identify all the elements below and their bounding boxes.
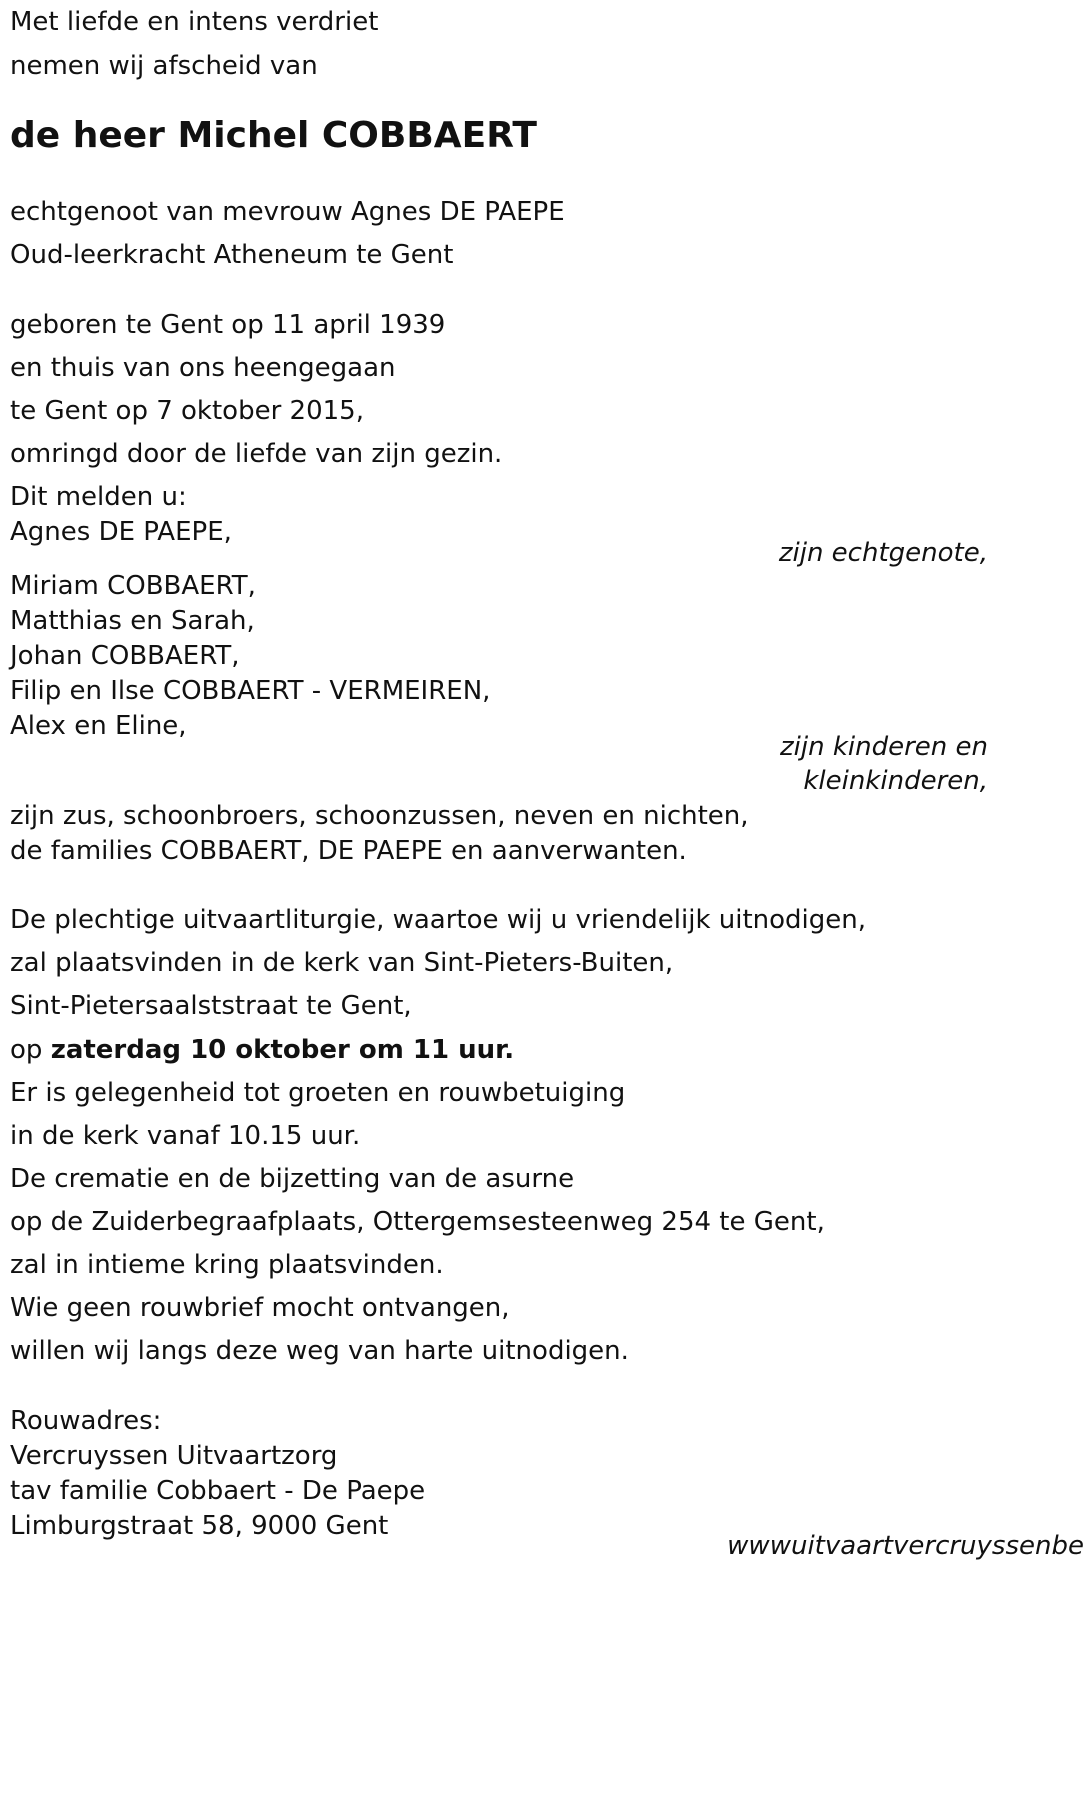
- service-date: zaterdag 10 oktober om 11 uur.: [50, 1035, 515, 1065]
- service-line: Er is gelegenheid tot groeten en rouwbetuiging: [10, 1078, 626, 1108]
- child-name: Miriam COBBAERT,: [10, 571, 256, 601]
- address-line: Vercruyssen Uitvaartzorg: [10, 1441, 338, 1471]
- intro-line: Met liefde en intens verdriet: [10, 7, 379, 37]
- life-line: geboren te Gent op 11 april 1939: [10, 310, 446, 340]
- detail-line: echtgenoot van mevrouw Agnes DE PAEPE: [10, 197, 565, 227]
- deceased-name: de heer Michel COBBAERT: [10, 115, 537, 156]
- service-date-prefix: op: [10, 1035, 51, 1065]
- service-line: De plechtige uitvaartliturgie, waartoe wij u vriendelijk uitnodigen,: [10, 905, 867, 935]
- website-link[interactable]: wwwuitvaartvercruyssenbe: [727, 1531, 1084, 1561]
- service-line: op de Zuiderbegraafplaats, Ottergemsesteenweg 254 te Gent,: [10, 1207, 825, 1237]
- address-line: tav familie Cobbaert - De Paepe: [10, 1476, 426, 1506]
- service-date-line: [10, 1034, 514, 1066]
- children-relation: kleinkinderen,: [803, 766, 988, 796]
- address-label: Rouwadres:: [10, 1406, 162, 1436]
- children-relation: zijn kinderen en: [780, 732, 988, 762]
- child-name: Filip en Ilse COBBAERT - VERMEIREN,: [10, 676, 491, 706]
- detail-line: Oud-leerkracht Atheneum te Gent: [10, 240, 454, 270]
- service-line: Sint-Pietersaalststraat te Gent,: [10, 991, 412, 1021]
- life-line: te Gent op 7 oktober 2015,: [10, 396, 364, 426]
- child-name: Johan COBBAERT,: [10, 641, 240, 671]
- service-line: De crematie en de bijzetting van de asurne: [10, 1164, 575, 1194]
- life-line: omringd door de liefde van zijn gezin.: [10, 439, 503, 469]
- service-line: in de kerk vanaf 10.15 uur.: [10, 1121, 361, 1151]
- announce-label: Dit melden u:: [10, 482, 187, 512]
- service-line: Wie geen rouwbrief mocht ontvangen,: [10, 1293, 510, 1323]
- family-line: de families COBBAERT, DE PAEPE en aanverwanten.: [10, 836, 687, 866]
- service-line: zal in intieme kring plaatsvinden.: [10, 1250, 444, 1280]
- life-line: en thuis van ons heengegaan: [10, 353, 396, 383]
- spouse-name: Agnes DE PAEPE,: [10, 517, 232, 547]
- spouse-relation: zijn echtgenote,: [778, 538, 988, 568]
- child-name: Matthias en Sarah,: [10, 606, 255, 636]
- service-line: willen wij langs deze weg van harte uitnodigen.: [10, 1336, 629, 1366]
- address-line: Limburgstraat 58, 9000 Gent: [10, 1511, 389, 1541]
- intro-line: nemen wij afscheid van: [10, 51, 318, 81]
- service-line: zal plaatsvinden in de kerk van Sint-Pieters-Buiten,: [10, 948, 674, 978]
- family-line: zijn zus, schoonbroers, schoonzussen, neven en nichten,: [10, 801, 749, 831]
- child-name: Alex en Eline,: [10, 711, 187, 741]
